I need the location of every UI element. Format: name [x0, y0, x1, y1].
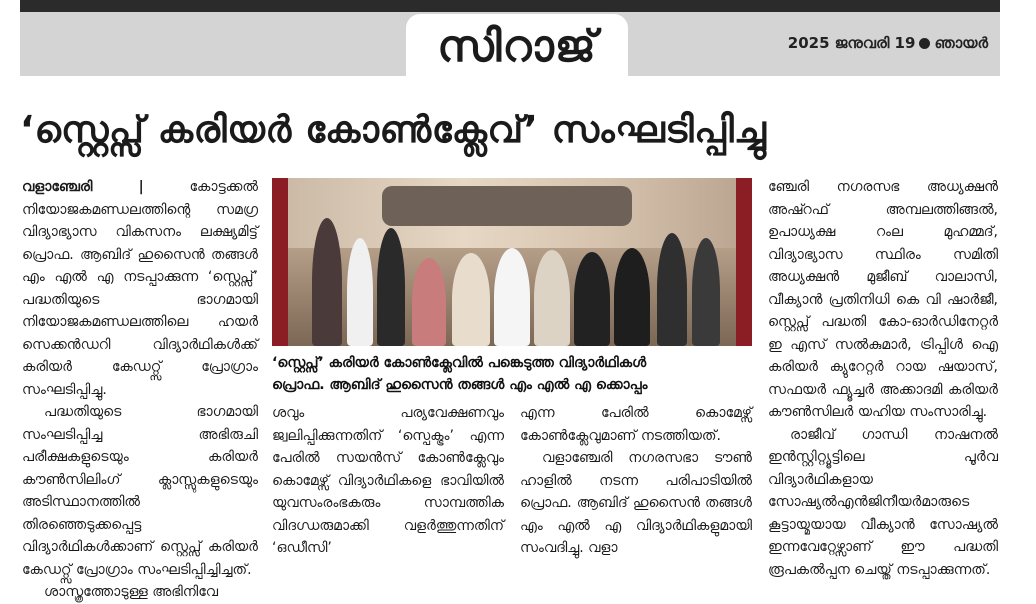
issue-day: ഞായർ	[934, 34, 988, 52]
newspaper-masthead: സിറാജ്	[437, 21, 597, 72]
paragraph-5: എന്ന പേരിൽ കൊമേഴ്സ് കോൺക്ലേവുമാണ് നടത്തിയത്.	[520, 405, 752, 444]
paragraph-2: പദ്ധതിയുടെ ഭാഗമായി സംഘടിപ്പിച്ച അഭിരുചി പരീക്ഷകളുടെയും കരിയർ കൗൺസിലിംഗ് ക്ലാസ്സുകളുടെയും അടിസ്ഥാനത്തിൽ തിരഞ്ഞെടുക്കപ്പെട്ട വിദ്യാർഥികൾക്കാണ് സ്റ്റെപ്സ് കരിയർ കേഡറ്റ്സ് പ്രോഗ്രാം സംഘടിപ്പിച്ചിച്ചത്.	[22, 404, 258, 578]
dateline-place: വളാഞ്ചേരി |	[22, 179, 144, 195]
caption-line-2: പ്രൊഫ. ആബിദ് ഹുസൈൻ തങ്ങൾ എം എൽ എ ക്കൊപ്പം	[272, 377, 648, 393]
paragraph-6: വളാഞ്ചേരി നഗരസഭാ ടൗൺ ഹാളിൽ നടന്ന പരിപാടിയിൽ പ്രൊഫ. ആബിദ് ഹുസൈൻ തങ്ങൾ എം എൽ എ വിദ്യാർഥികളുമായി സംവദിച്ചു. വളാ	[520, 450, 752, 556]
article-column-1	[22, 176, 258, 604]
issue-date	[788, 34, 988, 52]
article-column-2	[272, 402, 504, 560]
photo-caption	[272, 352, 752, 396]
paragraph-7: ഞ്ചേരി നഗരസഭ അധ്യക്ഷൻ അഷ്റഫ് അമ്പലത്തിങ്ങൽ, ഉപാധ്യക്ഷ റംല മുഹമ്മദ്, വിദ്യാഭ്യാസ സ്ഥിരം സമിതി അധ്യക്ഷൻ മുജീബ് വാലാസി, വീക്യാൻ പ്രതിനിധി കെ വി ഷാർജീ, സ്റ്റെപ്സ് പദ്ധതി കോ-ഓർഡിനേറ്റർ ഇ എസ് സൽകുമാർ, ട്രിപ്പിൾ ഐ കരിയർ ക്യുറേറ്റർ റായ ഷയാസ്, സഫയർ ഫ്യൂച്ചർ അക്കാദമി കരിയർ കൗൺസിലർ യഹിയ സംസാരിച്ചു.	[768, 179, 998, 420]
top-dark-bar	[20, 0, 1000, 12]
article-headline: ‘സ്റ്റെപ്സ് കരിയർ കോൺക്ലേവ്’ സംഘടിപ്പിച്ചു	[20, 108, 767, 151]
paragraph-8: രാജീവ് ഗാന്ധി നാഷനൽ ഇൻസ്റ്റിറ്റ്യൂട്ടിലെ പൂർവ വിദ്യാർഥികളായ സോഷ്യൽഎൻജിനീയർമാരുടെ കൂട്ടായ്മയായ വീക്യാൻ സോഷ്യൽ ഇന്നവേറ്റേഴ്സാണ് ഈ പദ്ധതി രൂപകൽപ്പന ചെയ്ത് നടപ്പാക്കുന്നത്.	[768, 426, 998, 578]
bullet-icon	[919, 38, 930, 49]
issue-date-text: 2025 ജനുവരി 19	[787, 34, 916, 52]
group-photo	[272, 178, 752, 346]
paragraph-1: കോട്ടക്കൽ നിയോജകമണ്ഡലത്തിന്റെ സമഗ്ര വിദ്യാഭ്യാസ വികസനം ലക്ഷ്യമിട്ട് പ്രൊഫ. ആബിദ് ഹുസൈൻ തങ്ങൾ എം എൽ എ നടപ്പാക്കുന്ന ‘സ്റ്റെപ്സ്’ പദ്ധതിയുടെ ഭാഗമായി നിയോജകമണ്ഡലത്തിലെ ഹയർ സെക്കൻഡറി വിദ്യാർഥികൾക്ക് കരിയർ കേഡറ്റ്സ് പ്രോഗ്രാം സംഘടിപ്പിച്ചു.	[22, 179, 258, 398]
paragraph-3: ശാസ്ത്രത്തോടുള്ള അഭിനിവേ	[44, 584, 218, 600]
article-column-3	[520, 402, 752, 560]
article-column-4	[768, 176, 998, 581]
caption-line-1: ‘സ്റ്റെപ്സ്’ കരിയർ കോൺക്ലേവിൽ പങ്കെടുത്ത വിദ്യാർഥികൾ	[272, 355, 647, 371]
paragraph-4: ശവും പര്യവേക്ഷണവും ജ്വലിപ്പിക്കുന്നതിന് ‘സ്പെക്ട്രം’ എന്ന പേരിൽ സയൻസ് കോൺക്ലേവും കൊമേഴ്സ് വിദ്യാർഥികളെ ഭാവിയിൽ യുവസംരംഭകരും സാമ്പത്തിക വിദഗ്ധരുമാക്കി വളർത്തുന്നതിന് ‘ഒഡീസി’	[272, 405, 504, 556]
